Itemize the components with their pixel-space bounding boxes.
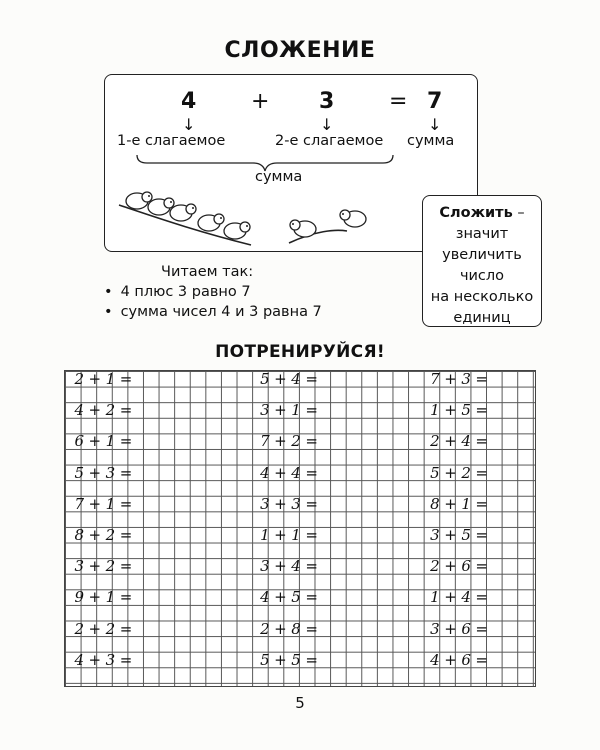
exercise-symbol: = bbox=[119, 557, 133, 576]
exercise-symbol: = bbox=[119, 401, 133, 420]
exercise-symbol: = bbox=[475, 650, 488, 669]
exercise-symbol: 3 bbox=[260, 494, 270, 513]
exercise-symbol: 3 bbox=[430, 619, 440, 638]
definition-line-5: единиц bbox=[453, 310, 511, 326]
exercise-symbol: 1 bbox=[430, 588, 440, 607]
exercise-symbol: 5 bbox=[260, 370, 270, 388]
exercise-symbol: = bbox=[475, 370, 488, 388]
exercise-symbol: = bbox=[119, 588, 133, 607]
exercise-symbol: 1 bbox=[291, 401, 301, 420]
reading-bullet: • 4 плюс 3 равно 7 bbox=[104, 284, 251, 300]
exercise-symbol: 3 bbox=[74, 557, 84, 576]
exercise-symbol: 5 bbox=[291, 588, 301, 607]
exercise-symbol: = bbox=[305, 526, 318, 544]
exercise-symbol: 4 bbox=[430, 650, 440, 669]
arrow-down-icon: ↓ bbox=[182, 115, 196, 134]
label-sum: сумма bbox=[407, 133, 455, 149]
exercise-symbol: 1 bbox=[260, 526, 270, 544]
exercise-symbol: + bbox=[444, 619, 457, 638]
arrow-down-icon: ↓ bbox=[320, 115, 334, 134]
exercise-symbol: 1 bbox=[430, 401, 440, 420]
exercise-symbol: + bbox=[444, 401, 457, 420]
exercise-symbol: + bbox=[88, 619, 102, 638]
addend-1: 4 bbox=[181, 89, 197, 114]
exercise-symbol: 4 bbox=[260, 463, 270, 482]
exercise-symbol: 5 bbox=[461, 401, 471, 420]
label-first-addend: 1-е слагаемое bbox=[117, 133, 226, 149]
exercise-symbol: 2 bbox=[260, 619, 270, 638]
exercise-symbol: 5 bbox=[260, 650, 270, 669]
exercise-symbol: + bbox=[444, 526, 457, 544]
page-title: СЛОЖЕНИЕ bbox=[224, 38, 376, 63]
reading-bullet: • сумма чисел 4 и 3 равна 7 bbox=[104, 304, 322, 320]
exercise-symbol: = bbox=[475, 463, 488, 482]
definition-term: Сложить bbox=[439, 205, 513, 221]
exercise-symbol: + bbox=[274, 370, 287, 388]
birds-illustration bbox=[115, 187, 475, 249]
exercise-symbol: + bbox=[444, 463, 457, 482]
exercise-symbol: = bbox=[305, 619, 318, 638]
exercise-symbol: + bbox=[274, 463, 287, 482]
exercise-symbol: 2 bbox=[74, 619, 84, 638]
exercise-symbol: 6 bbox=[461, 619, 471, 638]
exercise-symbol: 3 bbox=[105, 463, 116, 482]
exercise-symbol: = bbox=[119, 494, 133, 513]
exercise-symbol: = bbox=[119, 526, 133, 544]
exercise-symbol: = bbox=[305, 494, 318, 513]
exercise-symbol: + bbox=[444, 650, 457, 669]
exercise-symbol: 4 bbox=[461, 588, 471, 607]
exercise-symbol: 3 bbox=[260, 557, 270, 576]
exercise-symbol: 5 bbox=[74, 463, 84, 482]
exercise-symbol: 5 bbox=[291, 650, 301, 669]
exercise-symbol: = bbox=[475, 588, 488, 607]
exercise-symbol: 6 bbox=[461, 557, 471, 576]
exercise-symbol: = bbox=[475, 557, 488, 576]
addend-2: 3 bbox=[319, 89, 335, 114]
exercise-symbol: 3 bbox=[291, 494, 301, 513]
exercise-symbol: 7 bbox=[430, 370, 440, 388]
exercise-symbol: 2 bbox=[291, 432, 301, 451]
exercise-symbol: = bbox=[475, 526, 488, 544]
exercise-symbol: 3 bbox=[105, 650, 116, 669]
exercise-symbol: + bbox=[274, 588, 287, 607]
exercise-symbol: 1 bbox=[105, 432, 116, 451]
exercise-symbol: + bbox=[88, 463, 102, 482]
exercise-symbol: 4 bbox=[461, 432, 471, 451]
exercise-symbol: 8 bbox=[430, 494, 440, 513]
exercise-symbol: 2 bbox=[105, 557, 116, 576]
exercise-symbol: + bbox=[274, 401, 287, 420]
exercise-symbol: + bbox=[88, 557, 102, 576]
exercise-symbol: 6 bbox=[461, 650, 471, 669]
exercise-symbol: 3 bbox=[260, 401, 270, 420]
exercise-symbol: 5 bbox=[461, 526, 471, 544]
exercise-symbol: 3 bbox=[461, 370, 471, 388]
exercise-symbol: + bbox=[88, 494, 102, 513]
exercise-symbol: + bbox=[274, 650, 287, 669]
exercise-symbol: + bbox=[88, 526, 102, 544]
practice-title: ПОТРЕНИРУЙСЯ! bbox=[215, 342, 385, 362]
exercise-symbol: = bbox=[119, 650, 133, 669]
exercise-symbol: 7 bbox=[74, 494, 84, 513]
exercise-symbol: = bbox=[119, 463, 133, 482]
definition-line-4: на несколько bbox=[430, 289, 534, 305]
exercise-symbol: 2 bbox=[105, 619, 116, 638]
exercise-symbol: 1 bbox=[461, 494, 471, 513]
exercise-symbol: + bbox=[444, 588, 457, 607]
arrow-down-icon: ↓ bbox=[428, 115, 442, 134]
exercise-symbol: = bbox=[305, 588, 318, 607]
exercise-symbol: 4 bbox=[74, 650, 84, 669]
exercise-symbol: 2 bbox=[105, 401, 116, 420]
exercise-symbol: + bbox=[444, 432, 457, 451]
reading-heading: Читаем так: bbox=[161, 264, 254, 280]
definition-line-3: число bbox=[459, 268, 505, 284]
exercise-symbol: 2 bbox=[430, 557, 440, 576]
page-number: 5 bbox=[295, 694, 305, 712]
label-second-addend: 2-е слагаемое bbox=[275, 133, 384, 149]
sum-value: 7 bbox=[427, 89, 443, 114]
exercise-symbol: + bbox=[274, 619, 287, 638]
exercise-symbol: 8 bbox=[291, 619, 301, 638]
exercise-symbol: 4 bbox=[291, 370, 301, 388]
definition-line-2: увеличить bbox=[442, 247, 522, 263]
exercise-symbol: 4 bbox=[74, 401, 84, 420]
exercise-symbol: = bbox=[305, 463, 318, 482]
exercise-symbol: = bbox=[305, 370, 318, 388]
definition-line-1: Сложить – значит bbox=[439, 205, 525, 242]
exercise-symbol: 2 bbox=[430, 432, 440, 451]
exercise-symbol: = bbox=[305, 557, 318, 576]
exercise-symbol: = bbox=[475, 494, 488, 513]
exercise-symbol: = bbox=[119, 370, 133, 388]
exercise-symbol: + bbox=[274, 557, 287, 576]
exercise-symbol: + bbox=[88, 401, 102, 420]
exercise-symbol: 2 bbox=[74, 370, 84, 388]
exercise-symbol: = bbox=[475, 619, 488, 638]
exercise-symbol: 3 bbox=[430, 526, 440, 544]
exercise-symbol: + bbox=[274, 494, 287, 513]
exercise-symbol: + bbox=[88, 432, 102, 451]
exercise-symbol: + bbox=[274, 526, 287, 544]
exercise-symbol: = bbox=[475, 432, 488, 451]
brace-sum-label: сумма bbox=[255, 169, 303, 185]
exercise-symbol: 7 bbox=[260, 432, 270, 451]
exercise-symbol: = bbox=[305, 432, 318, 451]
exercise-symbol: = bbox=[119, 432, 133, 451]
exercise-symbol: + bbox=[88, 370, 102, 388]
exercise-symbol: = bbox=[305, 650, 318, 669]
exercise-symbol: 4 bbox=[291, 463, 301, 482]
exercise-symbol: 1 bbox=[291, 526, 301, 544]
exercise-symbol: 1 bbox=[105, 370, 116, 388]
exercise-symbol: + bbox=[444, 557, 457, 576]
exercise-symbol: + bbox=[274, 432, 287, 451]
plus-sign: + bbox=[251, 89, 270, 114]
equals-sign: = bbox=[389, 89, 408, 114]
exercise-symbol: = bbox=[305, 401, 318, 420]
exercise-symbol: = bbox=[119, 619, 133, 638]
exercise-symbol: + bbox=[88, 650, 102, 669]
exercise-symbol: 4 bbox=[260, 588, 270, 607]
exercise-symbol: 4 bbox=[291, 557, 301, 576]
exercise-symbol: 1 bbox=[105, 494, 116, 513]
exercise-symbol: 2 bbox=[461, 463, 471, 482]
exercise-symbol: 5 bbox=[430, 463, 440, 482]
exercise-symbol: = bbox=[475, 401, 488, 420]
exercise-symbol: 9 bbox=[74, 588, 84, 607]
exercise-symbol: 1 bbox=[105, 588, 116, 607]
definition-box bbox=[422, 195, 542, 327]
exercise-symbol: 2 bbox=[105, 526, 116, 544]
exercise-symbol: + bbox=[444, 370, 457, 388]
practice-grid bbox=[64, 370, 536, 687]
exercise-symbol: + bbox=[444, 494, 457, 513]
exercise-symbol: 8 bbox=[74, 526, 84, 544]
exercise-symbol: 6 bbox=[74, 432, 84, 451]
exercise-symbol: + bbox=[88, 588, 102, 607]
